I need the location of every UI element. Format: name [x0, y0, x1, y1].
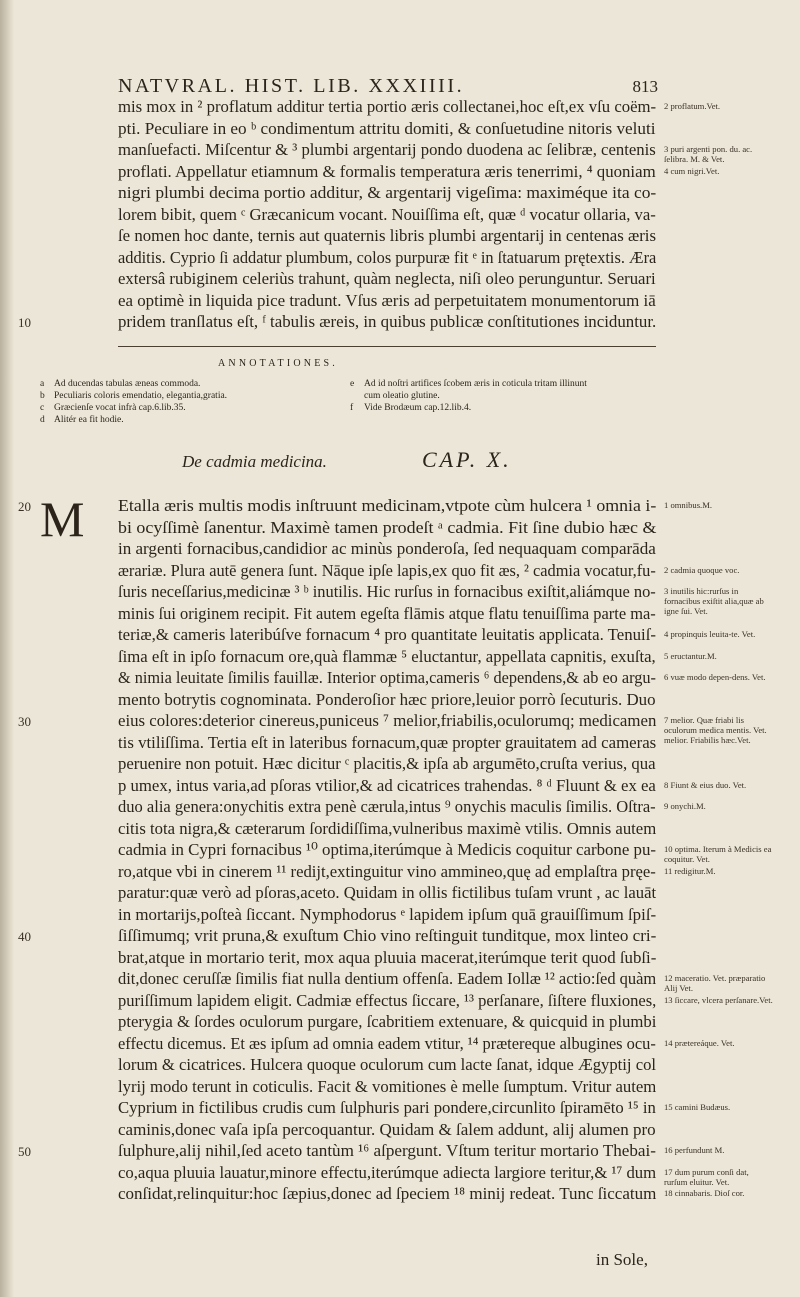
text-line: Etalla æris multis modis inſtruunt medicinam,vtpote cùm hulcera ¹ omnia i-	[118, 496, 657, 515]
margin-note: 9 onychi.M.	[664, 801, 706, 811]
annotation-item	[350, 390, 587, 402]
text-line: minis ſui originem recipit. Fit autem egeſta flāmis atque flatu tenuiſſima parte ma-	[118, 603, 656, 623]
margin-note: 10 optima. Iterum à Medicis ea coquitur. Vet.	[664, 844, 772, 864]
text-line: extersâ rubiginem celeriùs trahunt, quàm neglecta, niſi oleo perunguntur. Seruari	[118, 269, 656, 288]
text-line: ſe nomen hoc dante, ternis aut quaternis libris plumbi argentarij in centenas æris	[118, 226, 657, 245]
margin-note: 6 vuæ modo depen-dens. Vet.	[664, 672, 766, 682]
text-line: bi ocyſſimè ſanentur. Maximè tamen prodeſt ᵃ cadmia. Fit ſine dubio hæc &	[118, 517, 657, 537]
margin-note: 18 cinnabaris. Dioſ cor.	[664, 1188, 745, 1198]
text-line: ſima eſt in ipſo fornacum ore,quà flammæ ⁵ eluctantur, appellata capnitis, exuſta,	[118, 646, 656, 666]
annotation-text: Vide Brodæum cap.12.lib.4.	[364, 403, 472, 413]
text-line: pterygia & ſordes oculorum purgare, ſcabritiem extenuare, & quicquid in plumbi	[118, 1012, 657, 1031]
annotation-key: a	[40, 379, 45, 389]
text-line: dit,donec ceruſſæ ſimilis fiat nulla dentium offenſa. Eadem Iollæ ¹² actio:ſed quàm	[118, 969, 657, 988]
line-number: 50	[18, 1144, 31, 1159]
text-line: ro,atque vbi in cinerem ¹¹ redijt,extinguitur vino ammineo,quę ad emplaſtra pręe-	[118, 861, 656, 881]
running-head: NATVRAL. HIST. LIB. XXXIIII.	[118, 75, 465, 97]
annotation-item	[40, 378, 227, 390]
margin-note: 16 perfundunt M.	[664, 1145, 725, 1155]
margin-note: 1 omnibus.M.	[664, 500, 712, 510]
annotation-text: Græcienſe vocat infrà cap.6.lib.35.	[54, 403, 186, 413]
text-line: ærariæ. Plura autē genera ſunt. Nāque ipſe lapis,ex quo fit æs, ² cadmia vocatur,fu-	[118, 560, 656, 580]
page-number: 813	[632, 77, 658, 96]
margin-note: 13 ſiccare, vlcera perſanare.Vet.	[664, 994, 773, 1005]
text-line: duo alia genera:onychitis extra penè cærula,intus ⁹ onychis maculis ſimilis. Oſtra-	[118, 797, 656, 816]
text-line: eius colores:deterior cinereus,puniceus ⁷ melior,friabilis,oculorumq; medicamen	[118, 711, 657, 730]
text-line: lorem bibit, quem ᶜ Græcanicum vocant. Nouiſſima eſt, quæ ᵈ vocatur ollaria, va-	[118, 204, 656, 224]
page-spine-shadow	[0, 0, 14, 1297]
text-line: proflati. Appellatur etiamnum & formalis temperatura æris tenerrimi, ⁴ quoniam	[118, 161, 656, 181]
margin-note: 11 redigitur.M.	[664, 865, 716, 876]
text-line: brat,atque in mortario terit, mox aqua pluuia macerat,iterúmque terit quod ſubſi-	[118, 947, 657, 967]
annotation-item	[40, 414, 227, 426]
annotation-key: b	[40, 391, 45, 401]
margin-note: 17 dum purum conſi dat, rurſum eluitur. Vet.	[664, 1166, 749, 1187]
annotation-item	[350, 402, 587, 414]
annotation-text: Alitér ea fit hodie.	[54, 415, 124, 425]
margin-note: 3 inutilis hic:rurſus in fornacibus exiſtit alia,quæ ab igne ſui. Vet.	[664, 586, 764, 616]
line-number: 10	[18, 315, 31, 330]
margin-note: 2 proflatum.Vet.	[664, 101, 721, 111]
text-line: ſiſſimumq; vrit pruna,& exuſtum Chio vino reſtinguit tunditque, mox linteo cri-	[118, 926, 657, 945]
text-line: lorum & cicatrices. Hulcera quoque oculorum cum lacte ſanat, idque Ægyptij col	[118, 1055, 657, 1074]
section-rule	[118, 346, 656, 347]
text-line: co,aqua pluuia lauatur,minore effectu,iterúmque adiecta largiore teritur,& ¹⁷ dum	[118, 1162, 657, 1182]
annotation-text: Ad ducendas tabulas æneas commoda.	[54, 379, 201, 389]
line-number: 40	[18, 929, 31, 944]
annotation-text: Peculiaris coloris emendatio, elegantia,gratia.	[54, 391, 228, 401]
chapter-title: De cadmia medicina.	[182, 452, 327, 471]
page-header	[118, 75, 658, 98]
annotations-left-column	[40, 378, 227, 426]
text-line: ſulphure,alij nihil,ſed aceto tantùm ¹⁶ aſpergunt. Vſtum teritur mortario Thebai-	[118, 1141, 656, 1160]
main-text-section-1	[118, 96, 656, 333]
text-line: additis. Cyprio ſi addatur plumbum, colos purpuræ fit ᵉ in ſtatuarum prętextis. Æra	[118, 247, 657, 267]
text-line: teriæ,& cameris lateribúſve fornacum ⁴ pro quantitate leuitatis applicata. Tenuiſ-	[118, 625, 656, 644]
text-line: citis tota nigra,& cæterarum ſordidiſſima,vulneribus maximè vtilis. Omnis autem	[118, 818, 657, 838]
text-line: ea optimè in liquida pice tradunt. Vſus æris ad perpetuitatem monumentorum iā	[118, 290, 656, 310]
margin-note: 7 melior. Quæ friabi lis oculorum medica mentis. Vet. melior. Friabilis hæc.Vet.	[664, 715, 767, 745]
text-line: in argenti fornacibus,candidior ac minùs ponderoſa, ſed nequaquam comparāda	[118, 539, 656, 558]
text-line: pti. Peculiare in eo ᵇ condimentum attritu domiti, & conſuetudine nitoris veluti	[118, 118, 656, 138]
annotation-item	[40, 402, 227, 414]
text-line: caminis,donec vaſa ipſa percoquantur. Quidam & ſalem addunt, alij alumen pro	[118, 1119, 656, 1139]
text-line: cadmia in Cypri fornacibus ¹⁰ optima,iterúmque à Medicis coquitur carbone pu-	[118, 840, 656, 859]
text-line: lyrij modo terunt in coticulis. Facit & vomitiones è melle ſumptum. Vritur autem	[118, 1076, 657, 1096]
margin-note: 15 camini Budæus.	[664, 1102, 731, 1112]
text-line: peruenire non potuit. Hæc dicitur ᶜ placitis,& ipſa ab argumēto,cruſta verius, qua	[118, 754, 656, 773]
text-line: tis vtiliſſima. Tertia eſt in lateribus fornacum,quæ propter grauitatem ad cameras	[118, 732, 657, 752]
text-line: mento botrytis cognominata. Ponderoſior hæc priore,leuior porrò ſecuturis. Duo	[118, 689, 656, 709]
margin-note: 4 cum nigri.Vet.	[664, 165, 720, 176]
annotation-key: f	[350, 403, 354, 413]
annotation-key: c	[40, 403, 45, 413]
margin-note: 8 Fiunt & eius duo. Vet.	[664, 779, 747, 790]
text-line: mis mox in ² proflatum additur tertia portio æris collectanei,hoc eſt,ex vſu coëm-	[118, 97, 657, 116]
annotation-key: e	[350, 379, 355, 389]
text-line: conſidat,relinquitur:hoc ſæpius,donec ad ſpeciem ¹⁸ minij redeat. Tunc ſiccatum	[118, 1184, 657, 1203]
annotation-text: Ad id noſtri artifices ſcobem æris in coticula tritam illinunt	[364, 379, 587, 389]
line-number: 30	[18, 714, 31, 729]
margin-note: 12 maceratio. Vet. præparatio Alij Vet.	[664, 973, 766, 993]
text-line: manſuefacti. Miſcentur & ³ plumbi argentarij pondo duodena ac ſelibræ, centenis	[118, 140, 656, 159]
annotation-text: cum oleatio glutine.	[364, 391, 440, 401]
text-line: Cyprium in fictilibus crudis cum ſulphuris pari pondere,circunlito ſpiramēto ¹⁵ in	[118, 1098, 656, 1117]
text-line: paratur:quæ verò ad pſoras,aceto. Quidam in ollis fictilibus tuſam vrunt , ac lauāt	[118, 883, 657, 902]
annotation-item	[40, 390, 227, 402]
text-line: puriſſimum lapidem eligit. Cadmiæ effectus ſiccare, ¹³ perſanare, ſiſtere fluxiones,	[118, 990, 657, 1010]
text-line: ſuris neceſſarius,medicinæ ³ ᵇ inutilis. Hic rurſus in fornacibus exiſtit,aliámque no-	[118, 582, 656, 601]
drop-cap: M	[40, 491, 85, 547]
margin-note: 4 propinquis leuita-te. Vet.	[664, 629, 756, 639]
margin-note: 3 puri argenti pon. du. ac. ſelibra. M. & Vet.	[664, 144, 753, 164]
text-line: pridem tranſlatus eſt, ᶠ tabulis æreis, in quibus publicæ conſtitutiones inciduntur.	[118, 312, 657, 331]
margin-note: 14 prætereáque. Vet.	[664, 1037, 735, 1048]
main-text-section-2	[118, 495, 656, 1205]
line-number: 20	[18, 499, 31, 514]
text-line: effectu dicemus. Et æs ipſum ad omnia eadem vtitur, ¹⁴ prætereque albugines ocu-	[118, 1033, 656, 1053]
text-line: nigri plumbi decima portio additur, & argentarij vigeſima: maximéque ita co-	[118, 183, 657, 202]
annotation-item	[350, 378, 587, 390]
text-line: p umex, intus varia,ad pſoras vtilior,& ad cicatrices trahendas. ⁸ ᵈ Fluunt & ex ea	[118, 775, 656, 795]
text-line: & nimia leuitate ſimilis fauillæ. Interior optima,cameris ⁶ dependens,& ab eo argu-	[118, 668, 656, 687]
text-line: in mortarijs,poſteà ſiccant. Nymphodorus ᵉ lapidem ipſum quā grauiſſimum ſpiſ-	[118, 904, 657, 924]
annotations-title: ANNOTATIONES.	[218, 358, 338, 369]
margin-note: 2 cadmia quoque voc.	[664, 564, 740, 575]
margin-note: 5 eructantur.M.	[664, 650, 717, 661]
chapter-number: CAP. X.	[422, 447, 512, 472]
annotations-right-column	[350, 378, 587, 414]
catchword: in Sole,	[596, 1250, 648, 1269]
annotation-key: d	[40, 415, 45, 425]
